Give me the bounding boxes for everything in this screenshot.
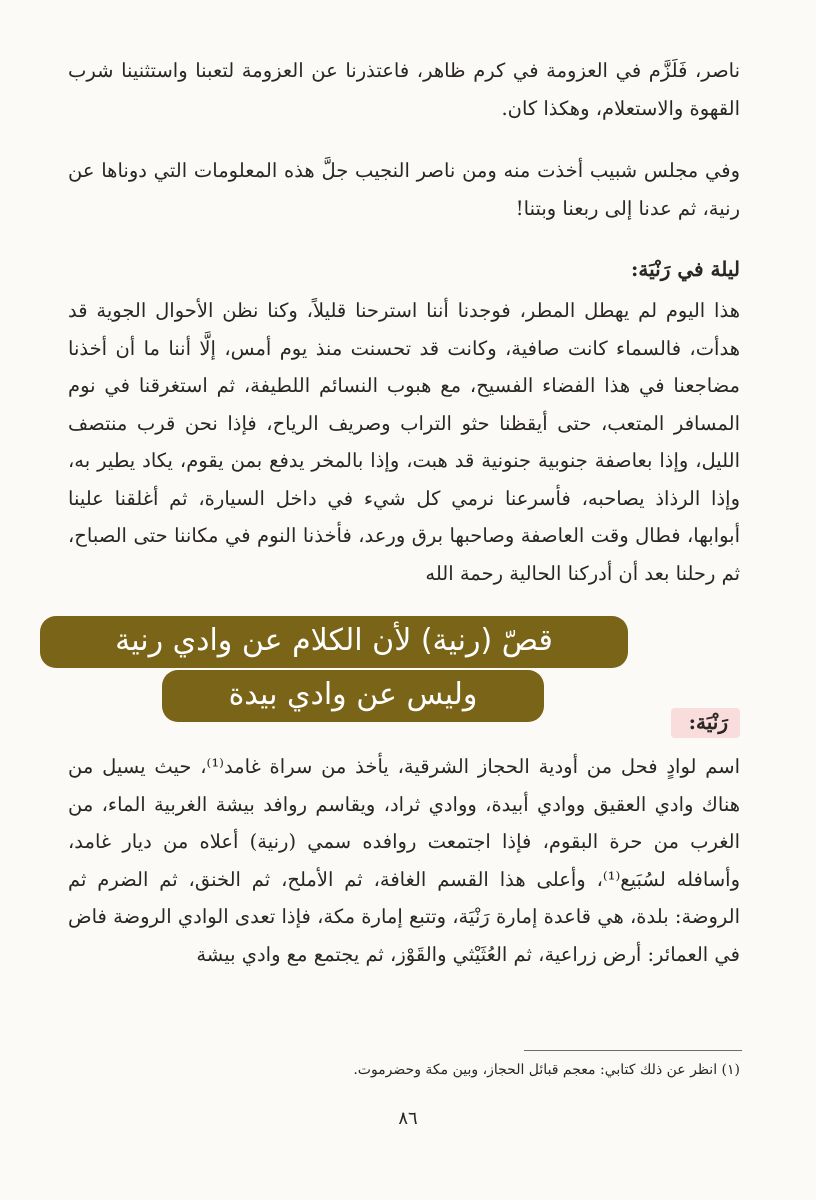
paragraph-storm-night: هذا اليوم لم يهطل المطر، فوجدنا أننا استرحنا قليلاً، وكنا نظن الأحوال الجوية قد هدأت، فالسماء كانت صافية، وكانت قد تحسنت منذ يوم أمس، إلَّا أننا ما أن أخذنا مضاجعنا في هذا الفضاء الفسيح، مع هبوب النسائم اللطيفة، ثم استغرقنا في نوم المسافر المتعب، حتى أيقظنا حثو التراب وصريف الرياح، فإذا نحن قرب منتصف الليل، وإذا بعاصفة جنوبية جنونية قد هبت، وإذا بالمخر يدفع بمن يقوم، يكاد يطير به، وإذا الرذاذ يصاحبه، فأسرعنا نرمي كل شيء في داخل السيارة، ثم أغلقنا علينا أبوابها، فطال وقت العاصفة وصاحبها برق ورعد، فأخذنا النوم في مكاننا حتى الصباح، ثم رحلنا بعد أن أدركنا الحالية رحمة الله	[68, 299, 740, 585]
paragraph-intro-end: ناصر، فَلَزَّم في العزومة في كرم ظاهر، فاعتذرنا عن العزومة لتعبنا واستثنينا شرب القهوة والاستعلام، وهكذا كان.	[68, 59, 740, 120]
paragraph-ranya-description: اسم لوادٍ فحل من أودية الحجاز الشرقية، يأخذ من سراة غامد⁽¹⁾، حيث يسيل من هناك وادي العقيق ووادي أبيدة، ووادي ثراد، ويقاسم روافد بيشة الغربية الماء، من الغرب من حرة البقوم، فإذا اجتمعت روافده سمي (رنية) أعلاه من ديار غامد، وأسافله لسُبَيع⁽¹⁾، وأعلى هذا القسم الغافة، ثم الأملح، ثم الخنق، ثم الضرم ثم الروضة: بلدة، هي قاعدة إمارة رَنْيَة، وتتبع إمارة مكة، فإذا تعدى الوادي الروضة فاض في العمائر: أرض زراعية، ثم العُثَيْثي والقَوْز، ثم يجتمع مع وادي بيشة	[68, 755, 740, 966]
annotation-line-1: قصّ (رنية) لأن الكلام عن وادي رنية	[40, 616, 628, 668]
section-heading-ranya	[671, 707, 740, 737]
footnote: (١) انظر عن ذلك كتابي: معجم قبائل الحجاز، وبين مكة وحضرموت.	[353, 1062, 740, 1078]
highlighted-heading: رَنْيَة:	[671, 708, 740, 738]
annotation-line-2: وليس عن وادي بيدة	[162, 670, 544, 722]
paragraph-majlis: وفي مجلس شبيب أخذت منه ومن ناصر النجيب جلَّ هذه المعلومات التي دوناها عن رنية، ثم عدنا إلى ربعنا وبتنا!	[68, 159, 740, 220]
section-heading-night-in-ranya: ليلة في رَنْيَة:	[631, 257, 740, 281]
page-number: ٨٦	[398, 1108, 418, 1129]
footnote-divider	[524, 1050, 742, 1051]
annotation-overlay	[40, 610, 628, 718]
